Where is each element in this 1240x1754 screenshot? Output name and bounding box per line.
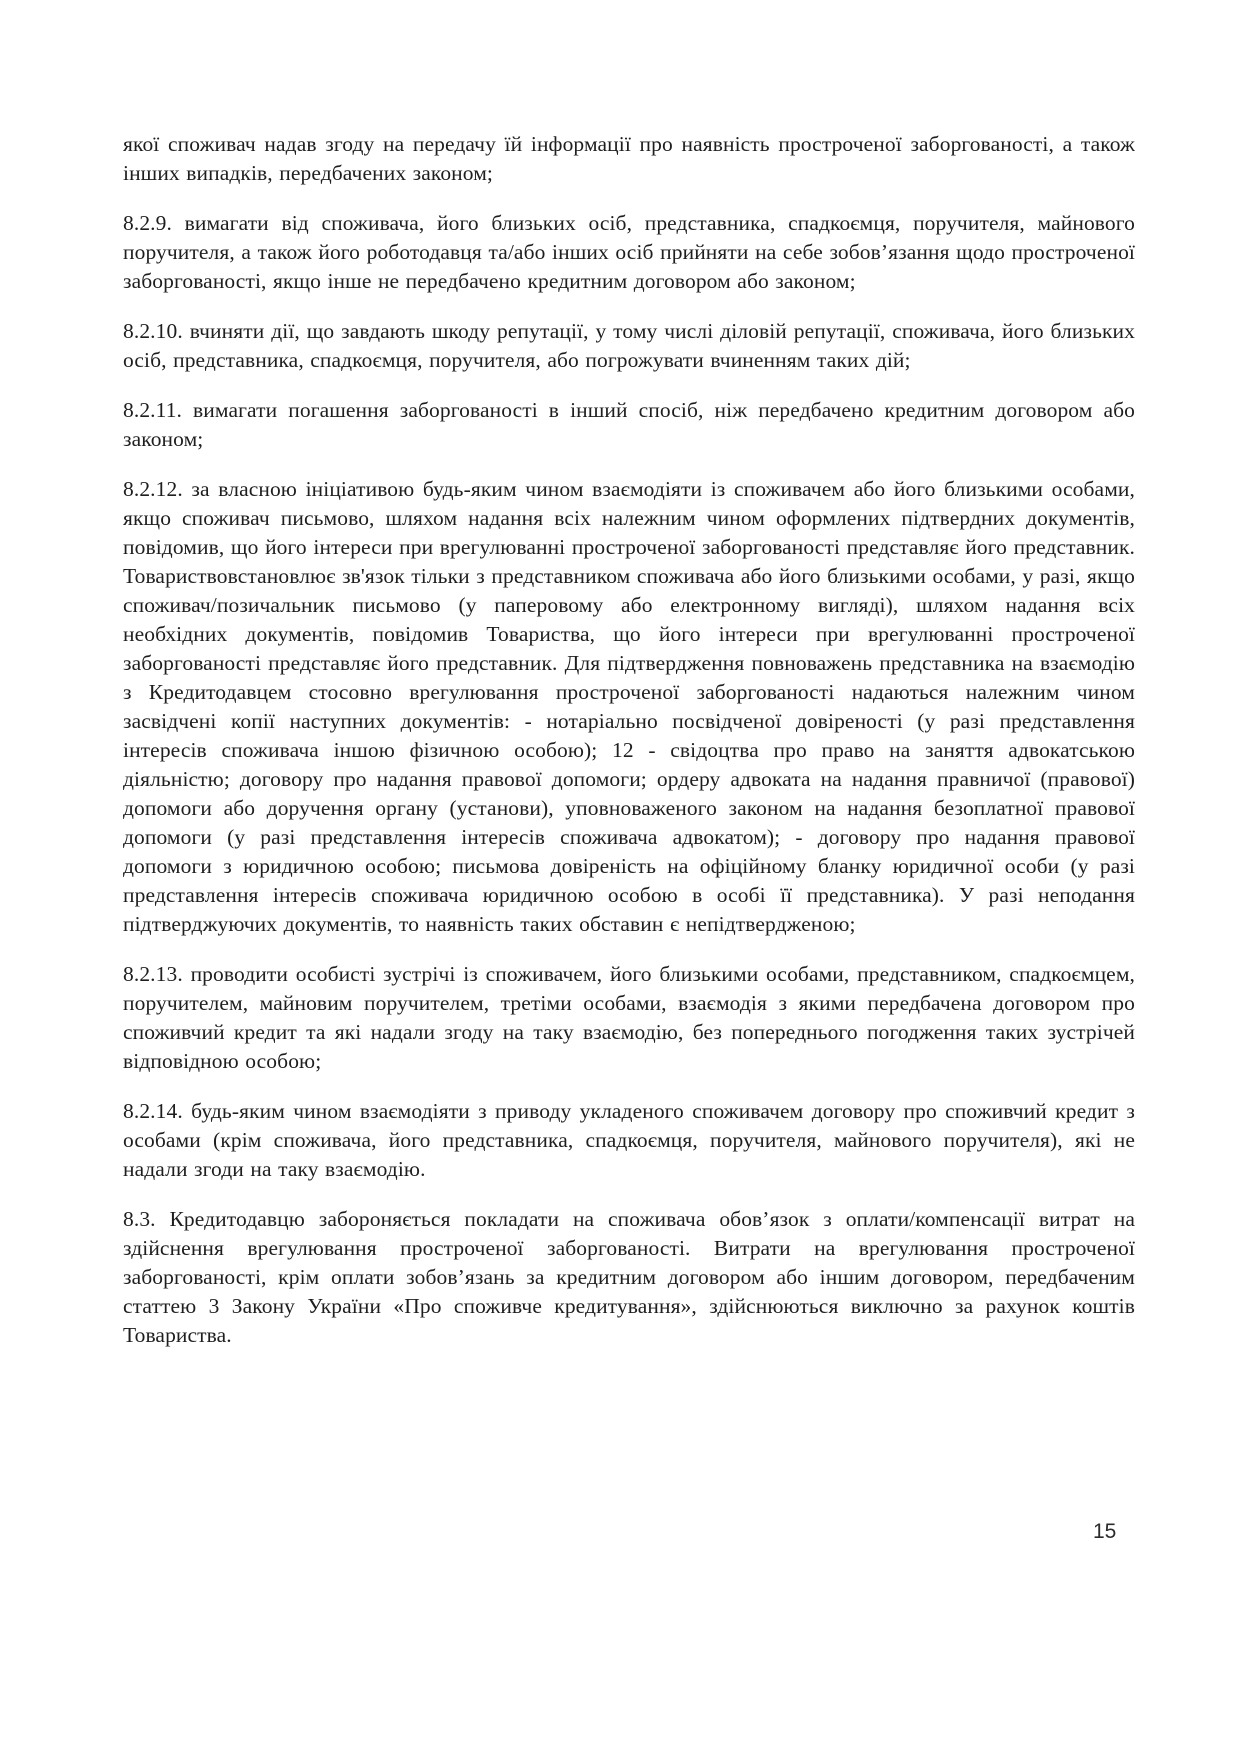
page-number: 15 xyxy=(1093,1520,1117,1543)
paragraph-8-2-11: 8.2.11. вимагати погашення заборгованості в інший спосіб, ніж передбачено кредитним договором або законом; xyxy=(123,398,1135,451)
paragraph-8-2-14: 8.2.14. будь-яким чином взаємодіяти з приводу укладеного споживачем договору про споживчий кредит з особами (крім споживача, його представника, спадкоємця, поручителя, майнового поручителя), які не надали згоди на таку взаємодію. xyxy=(123,1099,1135,1181)
paragraph-8-2-13: 8.2.13. проводити особисті зустрічі із споживачем, його близькими особами, представником, спадкоємцем, поручителем, майновим поручителем, третіми особами, взаємодія з якими передбачена договором про споживчий кредит та які надали згоду на таку взаємодію, без попереднього погодження таких зустрічей відповідною особою; xyxy=(123,962,1135,1073)
document-body xyxy=(123,130,1135,1371)
paragraph-8-3: 8.3. Кредитодавцю забороняється покладати на споживача обов’язок з оплати/компенсації витрат на здійснення врегулювання простроченої заборгованості. Витрати на врегулювання простроченої заборгованості, крім оплати зобов’язань за кредитним договором або іншим договором, передбаченим статтею 3 Закону України «Про споживче кредитування», здійснюються виключно за рахунок коштів Товариства. xyxy=(123,1207,1135,1347)
paragraph-8-2-10: 8.2.10. вчиняти дії, що завдають шкоду репутації, у тому числі діловій репутації, споживача, його близьких осіб, представника, спадкоємця, поручителя, або погрожувати вчиненням таких дій; xyxy=(123,319,1135,372)
paragraph-8-2-12: 8.2.12. за власною ініціативою будь-яким чином взаємодіяти із споживачем або його близькими особами, якщо споживач письмово, шляхом надання всіх належним чином оформлених підтвердних документів, повідомив, що його інтереси при врегулюванні простроченої заборгованості представляє його представник. Товариствовстановлює зв'язок тільки з представником споживача або його близькими особами, у разі, якщо споживач/позичальник письмово (у паперовому або електронному вигляді), шляхом надання всіх необхідних документів, повідомив Товариства, що його інтереси при врегулюванні простроченої заборгованості представляє його представник. Для підтвердження повноважень представника на взаємодію з Кредитодавцем стосовно врегулювання простроченої заборгованості надаються належним чином засвідчені копії наступних документів: - нотаріально посвідченої довіреності (у разі представлення інтересів споживача іншою фізичною особою); 12 - свідоцтва про право на заняття адвокатською діяльністю; договору про надання правової допомоги; ордеру адвоката на надання правничої (правової) допомоги або доручення органу (установи), уповноваженого законом на надання безоплатної правової допомоги (у разі представлення інтересів споживача адвокатом); - договору про надання правової допомоги з юридичною особою; письмова довіреність на офіційному бланку юридичної особи (у разі представлення інтересів споживача юридичною особою в особі її представника). У разі неподання підтверджуючих документів, то наявність таких обставин є непідтвердженою; xyxy=(123,477,1135,936)
paragraph-continuation: якої споживач надав згоду на передачу їй інформації про наявність простроченої заборгованості, а також інших випадків, передбачених законом; xyxy=(123,132,1135,185)
paragraph-8-2-9: 8.2.9. вимагати від споживача, його близьких осіб, представника, спадкоємця, поручителя, майнового поручителя, а також його роботодавця та/або інших осіб прийняти на себе зобов’язання щодо простроченої заборгованості, якщо інше не передбачено кредитним договором або законом; xyxy=(123,211,1135,293)
